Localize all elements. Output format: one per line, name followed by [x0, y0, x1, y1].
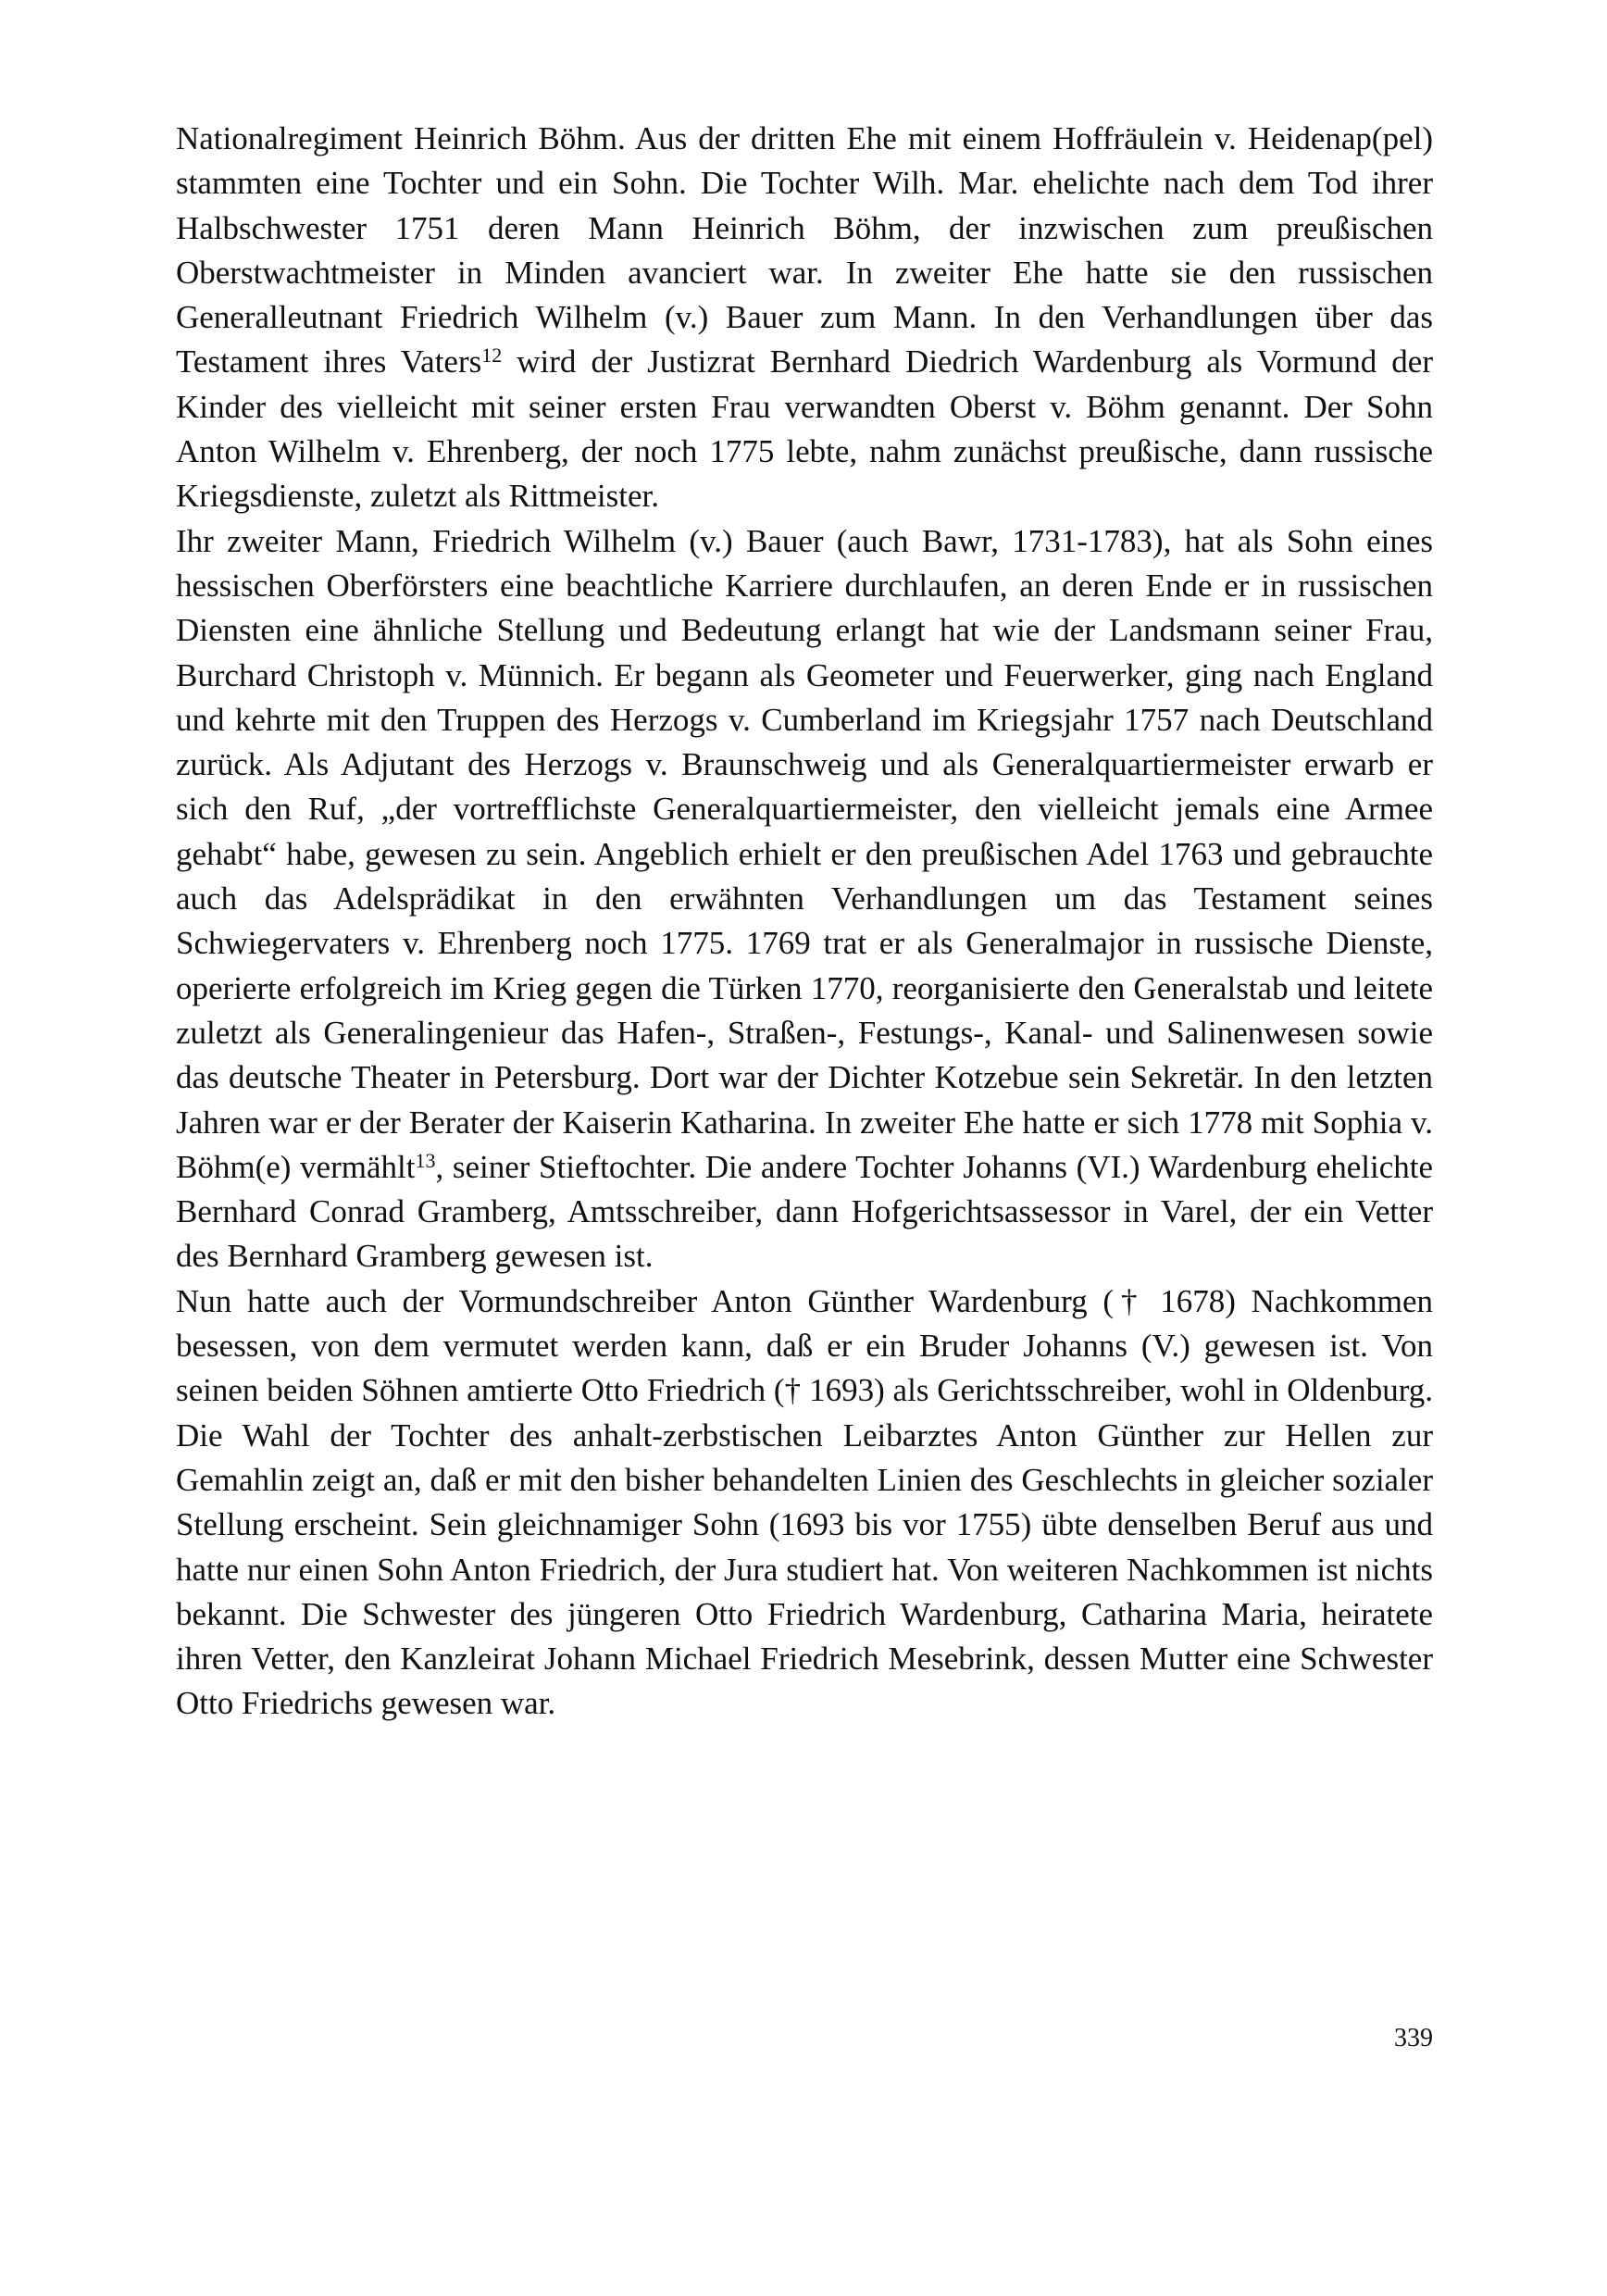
text-segment: wird der Justizrat Bernhard Diedrich Wardenburg als Vormund der Kinder des vielleicht mit seiner ersten Frau verwandten Oberst v. Böhm genannt. Der Sohn Anton Wilhelm v. Ehrenberg, der noch 1775 lebte, nahm zunächst preußische, dann russische Kriegsdienste, zuletzt als Rittmeister. [176, 343, 1434, 515]
paragraph [176, 117, 1433, 519]
paragraph [176, 519, 1433, 1279]
paragraph [176, 1279, 1433, 1727]
text-segment: , seiner Stieftochter. Die andere Tochter Johanns (VI.) Wardenburg ehelichte Bernhard Conrad Gramberg, Amtsschreiber, dann Hofgerichtsassessor in Varel, der ein Vetter des Bernhard Gramberg gewesen ist. [176, 1148, 1434, 1275]
page-number: 339 [1394, 2024, 1433, 2053]
text-segment: Nationalregiment Heinrich Böhm. Aus der dritten Ehe mit einem Hoffräulein v. Heidenap(pel) stammten eine Tochter und ein Sohn. Die Tochter Wilh. Mar. ehelichte nach dem Tod ihrer Halbschwester 1751 deren Mann Heinrich Böhm, der inzwischen zum preußischen Oberstwachtmeister in Minden avanciert war. In zweiter Ehe hatte sie den russischen Generalleutnant Friedrich Wilhelm (v.) Bauer zum Mann. In den Verhandlungen über das Testament ihres Vaters [176, 120, 1433, 381]
text-segment: Nun hatte auch der Vormundschreiber Anton Günther Wardenburg († 1678) Nachkommen besessen, von dem vermutet werden kann, daß er ein Bruder Johanns (V.) gewesen ist. Von seinen beiden Söhnen amtierte Otto Friedrich († 1693) als Gerichtsschreiber, wohl in Oldenburg. Die Wahl der Tochter des anhalt-zerbstischen Leibarztes Anton Günther zur Hellen zur Gemahlin zeigt an, daß er mit den bisher behandelten Linien des Geschlechts in gleicher sozialer Stellung erscheint. Sein gleichnamiger Sohn (1693 bis vor 1755) übte denselben Beruf aus und hatte nur einen Sohn Anton Friedrich, der Jura studiert hat. Von weiteren Nachkommen ist nichts bekannt. Die Schwester des jüngeren Otto Friedrich Wardenburg, Catharina Maria, heiratete ihren Vetter, den Kanzleirat Johann Michael Friedrich Mesebrink, dessen Mutter eine Schwester Otto Friedrichs gewesen war. [176, 1282, 1433, 1722]
footnote-reference: 13 [415, 1148, 436, 1172]
text-segment: Ihr zweiter Mann, Friedrich Wilhelm (v.) Bauer (auch Bawr, 1731-1783), hat als Sohn eines hessischen Oberförsters eine beachtliche Karriere durchlaufen, an deren Ende er in russischen Diensten eine ähnliche Stellung und Bedeutung erlangt hat wie der Landsmann seiner Frau, Burchard Christoph v. Münnich. Er begann als Geometer und Feuerwerker, ging nach England und kehrte mit den Truppen des Herzogs v. Cumberland im Kriegsjahr 1757 nach Deutschland zurück. Als Adjutant des Herzogs v. Braunschweig und als Generalquartiermeister erwarb er sich den Ruf, „der vortrefflichste Generalquartiermeister, den vielleicht jemals eine Armee gehabt“ habe, gewesen zu sein. Angeblich erhielt er den preußischen Adel 1763 und gebrauchte auch das Adelsprädikat in den erwähnten Verhandlungen um das Testament seines Schwiegervaters v. Ehrenberg noch 1775. 1769 trat er als Generalmajor in russische Dienste, operierte erfolgreich im Krieg gegen die Türken 1770, reorganisierte den Generalstab und leitete zuletzt als Generalingenieur das Hafen-, Straßen-, Festungs-, Kanal- und Salinenwesen sowie das deutsche Theater in Petersburg. Dort war der Dichter Kotzebue sein Sekretär. In den letzten Jahren war er der Berater der Kaiserin Katharina. In zweiter Ehe hatte er sich 1778 mit Sophia v. Böhm(e) vermählt [176, 522, 1433, 1185]
footnote-reference: 12 [481, 343, 503, 368]
body-text [176, 117, 1433, 1727]
